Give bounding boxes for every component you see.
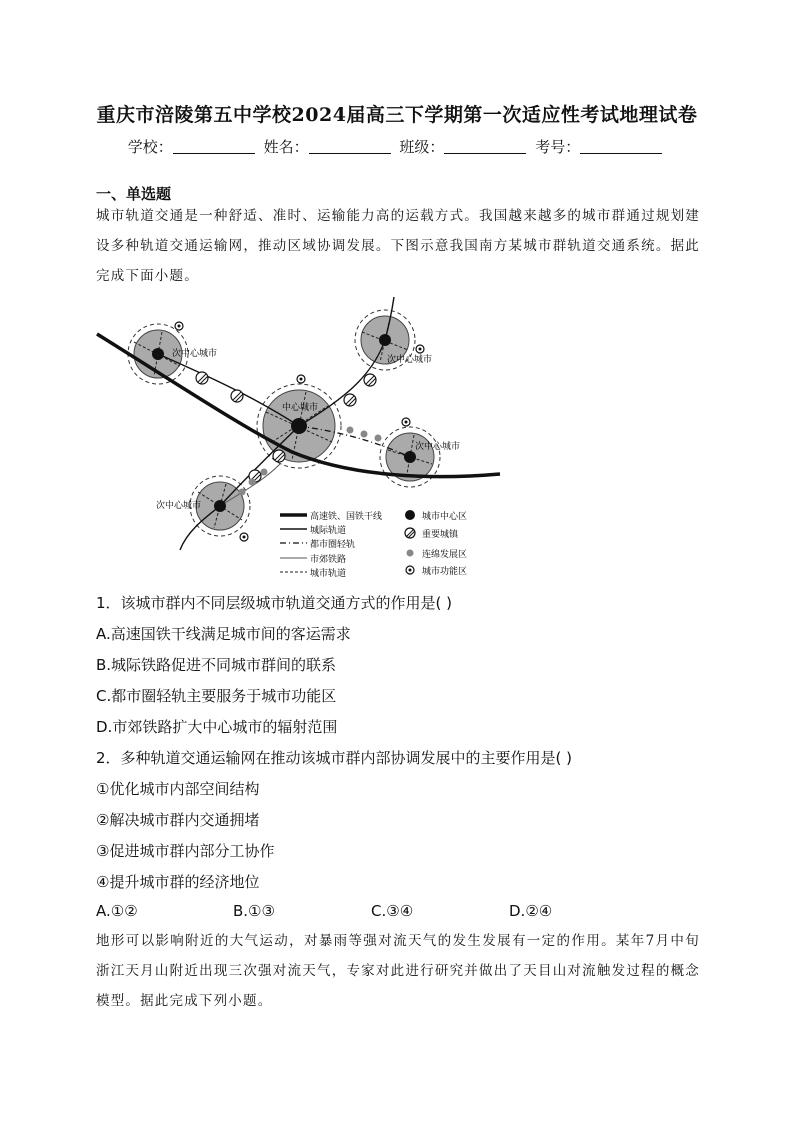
q2-choice-a[interactable]: A.①② — [96, 902, 138, 920]
svg-text:高速铁、国铁干线: 高速铁、国铁干线 — [310, 512, 383, 522]
question-2-stem: 2．多种轨道交通运输网在推动该城市群内部协调发展中的主要作用是( ) — [96, 749, 573, 767]
class-blank[interactable] — [444, 139, 526, 154]
q2-item-1: ①优化城市内部空间结构 — [96, 780, 260, 798]
student-info-line — [0, 136, 794, 157]
label-city-right: 次中心城市 — [415, 442, 461, 452]
svg-text:都市圈轻轨: 都市圈轻轨 — [310, 540, 356, 550]
name-label: 姓名： — [263, 138, 309, 156]
q2-item-4: ④提升城市群的经济地位 — [96, 873, 260, 891]
q1-option-d[interactable]: D.市郊铁路扩大中心城市的辐射范围 — [96, 718, 338, 736]
q2-item-2: ②解决城市群内交通拥堵 — [96, 811, 260, 829]
svg-text:重要城镇: 重要城镇 — [422, 530, 459, 540]
page-title: 重庆市涪陵第五中学校2024届高三下学期第一次适应性考试地理试卷 — [96, 104, 698, 126]
svg-text:城际轨道: 城际轨道 — [310, 526, 347, 536]
q2-item-3: ③促进城市群内部分工协作 — [96, 842, 275, 860]
passage-1: 城市轨道交通是一种舒适、准时、运输能力高的运载方式。我国越来越多的城市群通过规划建设多种轨道交通运输网，推动区域协调发展。下图示意我国南方某城市群轨道交通系统。据此完成下面小题。 — [96, 208, 700, 284]
label-city-bl: 次中心城市 — [156, 501, 202, 511]
label-city-tr: 次中心城市 — [387, 355, 433, 365]
map-legend — [280, 510, 467, 579]
q1-option-b[interactable]: B.城际铁路促进不同城市群间的联系 — [96, 656, 337, 674]
svg-text:城市中心区: 城市中心区 — [422, 512, 468, 522]
svg-text:城市功能区: 城市功能区 — [422, 567, 468, 577]
svg-text:市郊铁路: 市郊铁路 — [310, 555, 347, 565]
class-label: 班级： — [399, 138, 445, 156]
name-blank[interactable] — [309, 139, 391, 154]
school-label: 学校： — [127, 138, 173, 156]
question-1-stem: 1．该城市群内不同层级城市轨道交通方式的作用是( ) — [96, 594, 453, 612]
rail-network-map — [92, 292, 504, 582]
label-city-tl: 次中心城市 — [172, 349, 218, 359]
svg-text:连绵发展区: 连绵发展区 — [422, 550, 468, 560]
passage-2: 地形可以影响附近的大气运动，对暴雨等强对流天气的发生发展有一定的作用。某年7月中旬浙江天月山附近出现三次强对流天气，专家对此进行研究并做出了天目山对流触发过程的概念模型。据此完成下列小题。 — [96, 933, 700, 1009]
label-city-center: 中心城市 — [282, 403, 319, 413]
q2-choice-d[interactable]: D.②④ — [509, 902, 553, 920]
school-blank[interactable] — [173, 139, 255, 154]
q1-option-a[interactable]: A.高速国铁干线满足城市间的客运需求 — [96, 625, 351, 643]
q2-choice-b[interactable]: B.①③ — [233, 902, 275, 920]
exam-number-blank[interactable] — [580, 139, 662, 154]
svg-text:城市轨道: 城市轨道 — [310, 569, 347, 579]
section-heading: 一、单选题 — [96, 185, 172, 203]
q2-choice-c[interactable]: C.③④ — [371, 902, 414, 920]
exam-number-label: 考号： — [535, 138, 581, 156]
q1-option-c[interactable]: C.都市圈轻轨主要服务于城市功能区 — [96, 687, 337, 705]
